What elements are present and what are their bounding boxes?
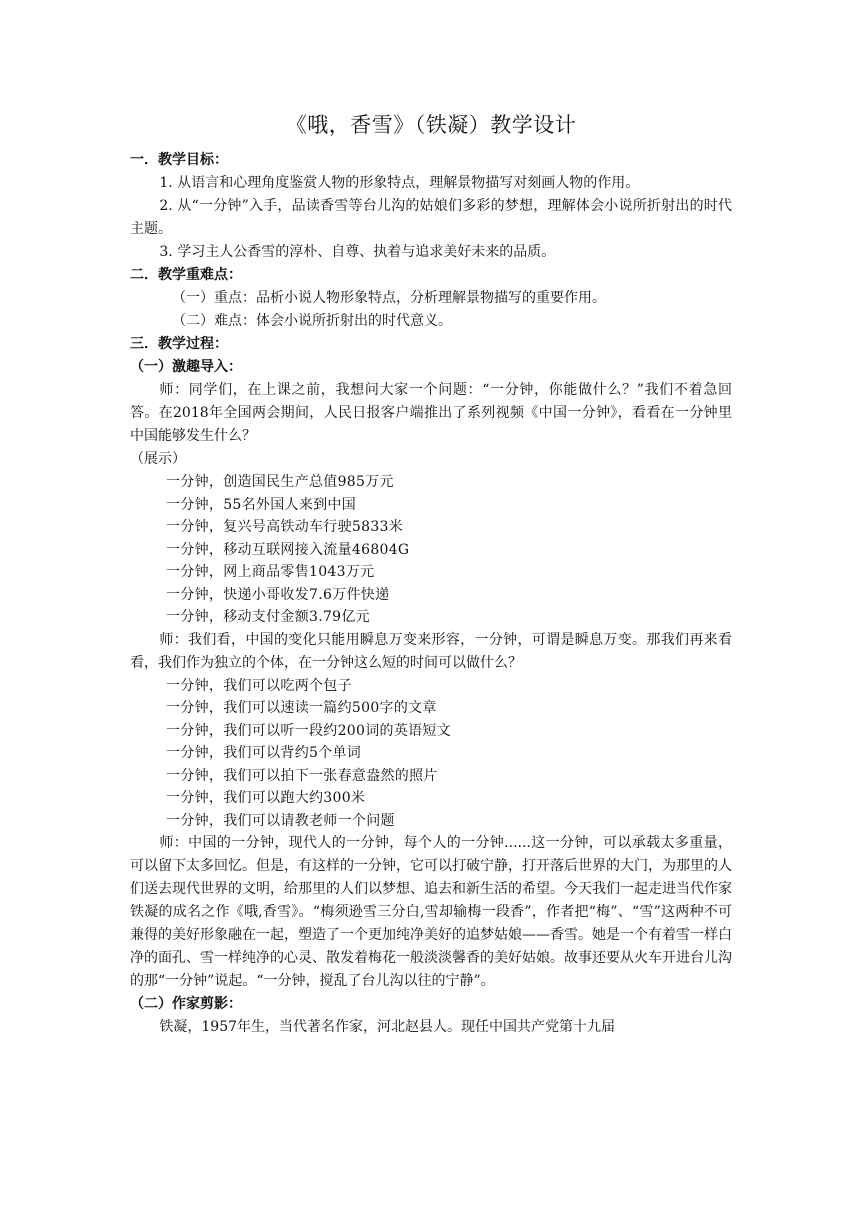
china-minute-item: 一分钟，快递小哥收发7.6万件快递	[166, 586, 390, 603]
teacher-paragraph: 师：我们看，中国的变化只能用瞬息万变来形容，一分钟，可谓是瞬息万变。那我们再来看看，我们作为独立的个体，在一分钟这么短的时间可以做什么？	[130, 631, 732, 671]
document-page	[130, 110, 732, 1039]
author-paragraph: 铁凝，1957年生，当代著名作家，河北赵县人。现任中国共产党第十九届	[159, 1019, 616, 1035]
show-label: （展示）	[130, 451, 186, 467]
objective-item: 3. 学习主人公香雪的淳朴、自尊、执着与追求美好未来的品质。	[159, 244, 556, 260]
china-minute-item: 一分钟，网上商品零售1043万元	[166, 564, 375, 580]
we-minute-item: 一分钟，我们可以听一段约200词的英语短文	[166, 722, 452, 739]
objective-item: 2. 从“一分钟”入手，品读香雪等台儿沟的姑娘们多彩的梦想，理解体会小说所折射出的时代主题。	[130, 198, 732, 237]
we-minute-item: 一分钟，我们可以背约5个单词	[166, 745, 362, 761]
teacher-paragraph-long: 师：中国的一分钟，现代人的一分钟，每个人的一分钟......这一分钟，可以承载太多重量，可以留下太多回忆。但是，有这样的一分钟，它可以打破宁静，打开落后世界的大门，为那里的人们送去现代世界的文明，给那里的人们以梦想、追去和新生活的希望。今天我们一起走进当代作家铁凝的成名之作《哦,香雪》。“梅须逊雪三分白,雪却输梅一段香”，作者把“梅”、“雪”这两种不可兼得的美好形象融在一起，塑造了一个更加纯净美好的追梦姑娘——香雪。她是一个有着雪一样白净的面孔、雪一样纯净的心灵、散发着梅花一般淡淡馨香的美好姑娘。故事还要从火车开进台儿沟的那“一分钟”说起。“一分钟，搅乱了台儿沟以往的宁静”。	[130, 835, 732, 989]
we-minute-item: 一分钟，我们可以跑大约300米	[166, 790, 366, 806]
subsection-heading-author: （二）作家剪影：	[130, 996, 242, 1012]
subsection-heading-intro: （一）激趣导入：	[130, 359, 242, 375]
key-point-item: （二）难点：体会小说所折射出的时代意义。	[172, 313, 452, 329]
china-minute-item: 一分钟，55名外国人来到中国	[166, 496, 357, 513]
we-minute-item: 一分钟，我们可以吃两个包子	[166, 677, 352, 694]
china-minute-item: 一分钟，移动支付金额3.79亿元	[166, 609, 370, 625]
we-minute-item: 一分钟，我们可以请教老师一个问题	[166, 812, 395, 829]
we-minute-item: 一分钟，我们可以拍下一张春意盎然的照片	[166, 767, 438, 784]
objective-item: 1. 从语言和心理角度鉴赏人物的形象特点，理解景物描写对刻画人物的作用。	[159, 175, 640, 191]
key-point-item: （一）重点：品析小说人物形象特点，分析理解景物描写的重要作用。	[172, 290, 606, 306]
document-title: 《哦，香雪》（铁凝）教学设计	[285, 113, 577, 137]
china-minute-item: 一分钟，移动互联网接入流量46804G	[166, 541, 410, 558]
china-minute-item: 一分钟，复兴号高铁动车行驶5833米	[166, 519, 404, 535]
we-minute-item: 一分钟，我们可以速读一篇约500字的文章	[166, 700, 437, 716]
section-heading-process: 三．教学过程：	[130, 336, 228, 352]
section-heading-objectives: 一．教学目标：	[130, 152, 228, 168]
china-minute-item: 一分钟，创造国民生产总值985万元	[166, 474, 394, 490]
section-heading-key-points: 二．教学重难点：	[130, 267, 242, 283]
intro-paragraph: 师：同学们，在上课之前，我想问大家一个问题：“一分钟，你能做什么？”我们不着急回答。在2018年全国两会期间，人民日报客户端推出了系列视频《中国一分钟》，看看在一分钟里中国能够发生什么？	[130, 382, 732, 444]
